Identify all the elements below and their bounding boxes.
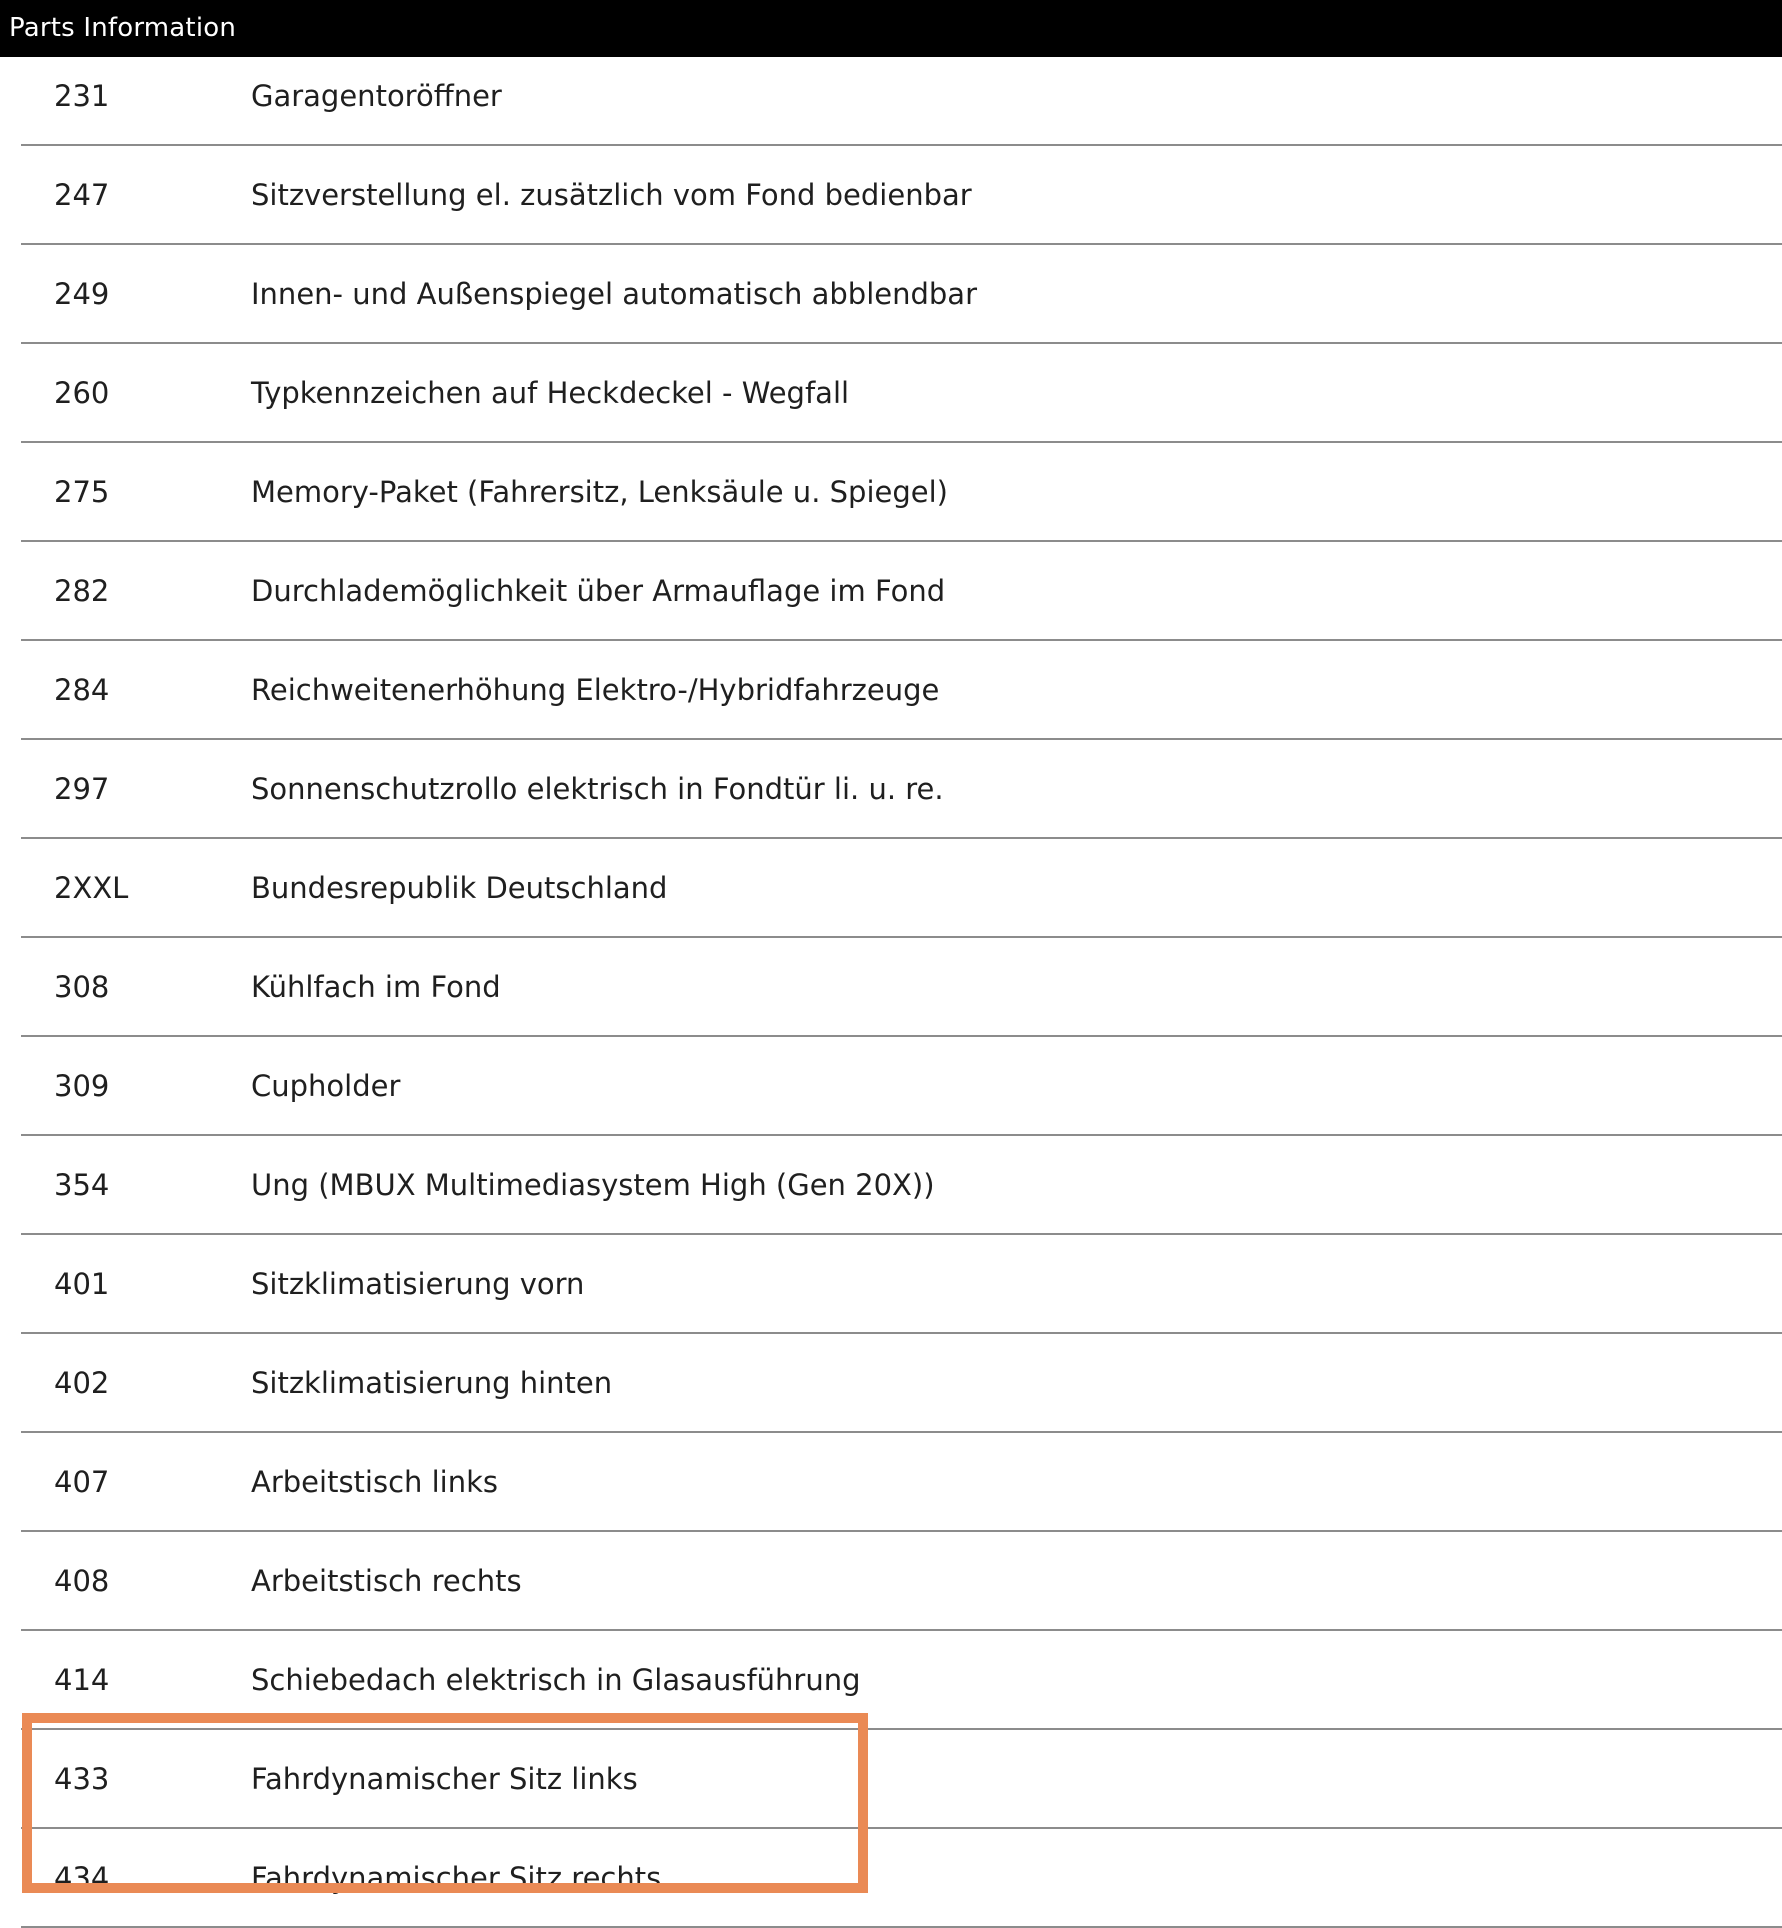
table-row[interactable] [21, 1532, 1782, 1631]
part-code: 407 [54, 1464, 110, 1499]
table-row[interactable] [21, 344, 1782, 443]
table-row[interactable] [21, 542, 1782, 641]
part-code: 433 [54, 1761, 110, 1796]
table-row[interactable] [21, 839, 1782, 938]
part-description: Cupholder [251, 1068, 401, 1103]
table-row[interactable] [21, 740, 1782, 839]
part-description: Typkennzeichen auf Heckdeckel - Wegfall [251, 375, 850, 410]
part-description: Durchlademöglichkeit über Armauflage im Fond [251, 573, 946, 608]
part-code: 414 [54, 1662, 110, 1697]
part-description: Reichweitenerhöhung Elektro-/Hybridfahrzeuge [251, 672, 940, 707]
table-row[interactable] [21, 1235, 1782, 1334]
part-description: Ung (MBUX Multimediasystem High (Gen 20X)) [251, 1167, 935, 1202]
part-description: Sitzklimatisierung vorn [251, 1266, 585, 1301]
part-code: 2XXL [54, 870, 129, 905]
part-description: Sonnenschutzrollo elektrisch in Fondtür li. u. re. [251, 771, 944, 806]
table-row[interactable] [21, 146, 1782, 245]
part-code: 249 [54, 276, 110, 311]
part-code: 402 [54, 1365, 110, 1400]
table-row[interactable] [21, 443, 1782, 542]
table-row[interactable] [21, 245, 1782, 344]
part-description: Bundesrepublik Deutschland [251, 870, 668, 905]
part-description: Innen- und Außenspiegel automatisch abblendbar [251, 276, 977, 311]
table-row[interactable] [21, 1631, 1782, 1730]
part-code: 309 [54, 1068, 110, 1103]
table-row[interactable] [21, 641, 1782, 740]
part-code: 297 [54, 771, 110, 806]
part-description: Kühlfach im Fond [251, 969, 501, 1004]
table-row[interactable] [21, 1037, 1782, 1136]
table-row[interactable] [21, 1136, 1782, 1235]
part-description: Sitzklimatisierung hinten [251, 1365, 613, 1400]
table-row[interactable] [21, 1433, 1782, 1532]
part-description: Fahrdynamischer Sitz rechts [251, 1860, 662, 1895]
part-code: 231 [54, 78, 110, 113]
part-code: 434 [54, 1860, 110, 1895]
part-code: 354 [54, 1167, 110, 1202]
table-row[interactable] [21, 1730, 1782, 1829]
parts-table [21, 47, 1782, 1928]
part-code: 408 [54, 1563, 110, 1598]
part-code: 275 [54, 474, 110, 509]
part-description: Fahrdynamischer Sitz links [251, 1761, 638, 1796]
part-code: 282 [54, 573, 110, 608]
table-row[interactable] [21, 1334, 1782, 1433]
part-description: Schiebedach elektrisch in Glasausführung [251, 1662, 861, 1697]
part-code: 284 [54, 672, 110, 707]
part-code: 260 [54, 375, 110, 410]
part-code: 401 [54, 1266, 110, 1301]
part-description: Garagentoröffner [251, 78, 502, 113]
part-description: Arbeitstisch rechts [251, 1563, 522, 1598]
part-code: 308 [54, 969, 110, 1004]
header-title: Parts Information [9, 13, 237, 43]
table-row[interactable] [21, 1829, 1782, 1928]
part-description: Memory-Paket (Fahrersitz, Lenksäule u. Spiegel) [251, 474, 948, 509]
part-code: 247 [54, 177, 110, 212]
part-description: Arbeitstisch links [251, 1464, 499, 1499]
table-row[interactable] [21, 938, 1782, 1037]
part-description: Sitzverstellung el. zusätzlich vom Fond bedienbar [251, 177, 972, 212]
table-row[interactable] [21, 47, 1782, 146]
